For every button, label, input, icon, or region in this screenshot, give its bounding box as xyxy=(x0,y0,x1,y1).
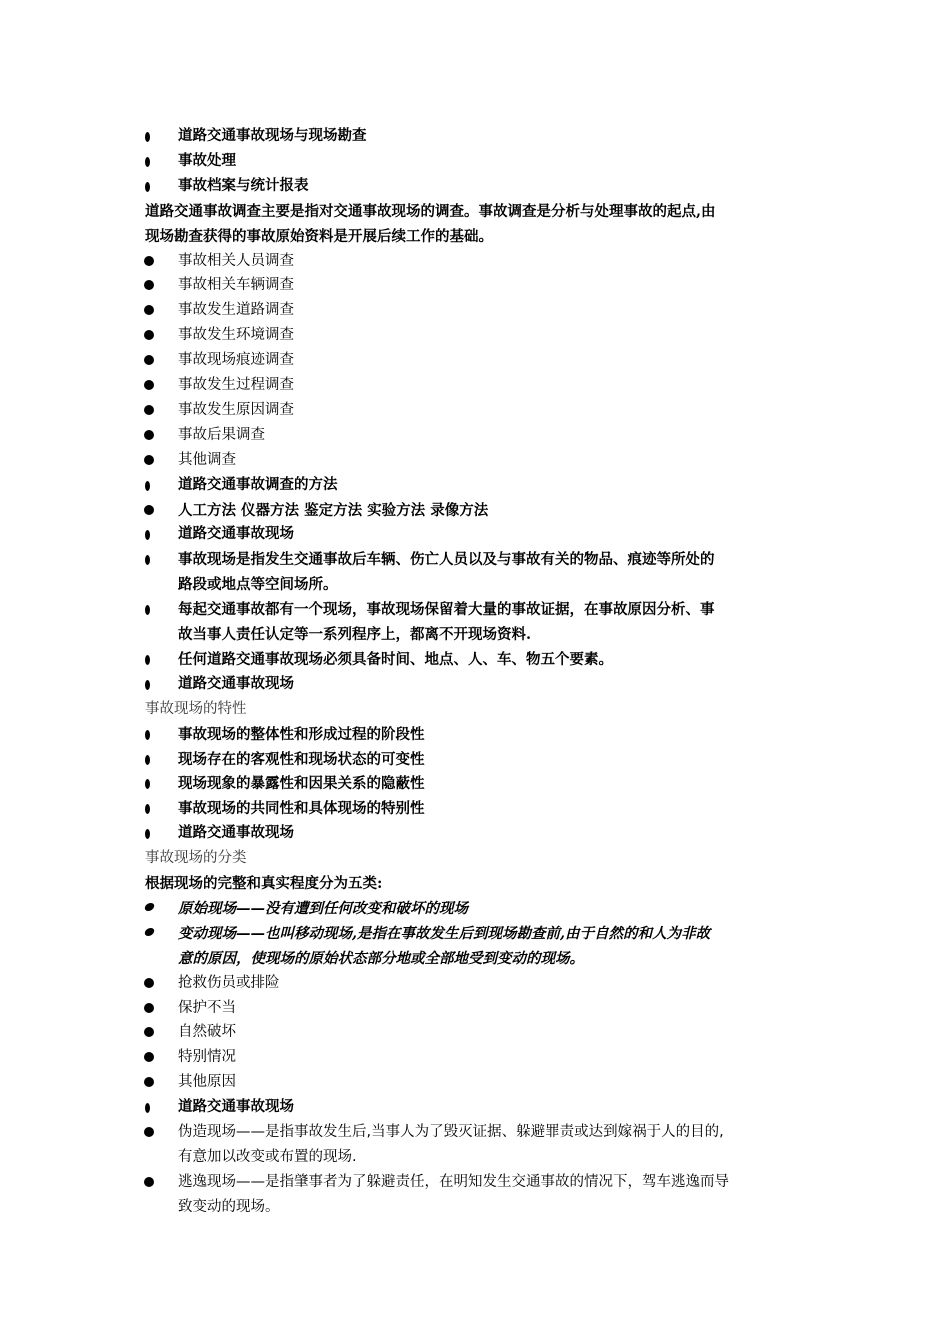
line-text: 原始现场——没有遭到任何改变和破坏的现场 xyxy=(178,899,468,917)
line-text: 每起交通事故都有一个现场，事故现场保留着大量的事故证据，在事故原因分析、事 xyxy=(178,601,715,619)
line-text: 人工方法 仪器方法 鉴定方法 实验方法 录像方法 xyxy=(178,501,489,519)
document-line xyxy=(0,572,950,597)
line-text: 事故后果调查 xyxy=(178,426,265,443)
bullet-icon xyxy=(144,928,156,936)
line-text: 道路交通事故调查主要是指对交通事故现场的调查。事故调查是分析与处理事故的起点,由 xyxy=(145,202,716,220)
line-text: 保护不当 xyxy=(178,999,236,1016)
line-text: 根据现场的完整和真实程度分为五类: xyxy=(145,875,383,892)
line-text: 道路交通事故现场 xyxy=(178,825,294,842)
document-line xyxy=(0,1020,950,1045)
bullet-icon xyxy=(144,256,154,266)
document-line xyxy=(0,124,950,149)
bullet-icon xyxy=(145,804,150,814)
document-line xyxy=(0,1145,950,1170)
line-text: 事故相关车辆调查 xyxy=(178,277,294,294)
document-line xyxy=(0,921,950,946)
bullet-icon xyxy=(145,555,150,565)
line-text: 事故处理 xyxy=(178,152,236,169)
line-text: 意的原因，使现场的原始状态部分地或全部地受到变动的现场。 xyxy=(178,949,584,967)
bullet-icon xyxy=(145,132,150,142)
bullet-icon xyxy=(144,1052,154,1062)
line-text: 道路交通事故现场 xyxy=(178,1099,294,1116)
bullet-icon xyxy=(145,182,150,192)
bullet-icon xyxy=(145,530,150,540)
document-line xyxy=(0,348,950,373)
bullet-icon xyxy=(144,330,154,340)
line-text: 变动现场——也叫移动现场,是指在事故发生后到现场勘查前,由于自然的和人为非故 xyxy=(178,924,711,942)
document-line xyxy=(0,771,950,796)
document-line xyxy=(0,174,950,199)
bullet-icon xyxy=(144,1077,154,1087)
bullet-icon xyxy=(145,481,150,491)
line-text: 事故相关人员调查 xyxy=(178,252,294,269)
document-line xyxy=(0,996,950,1021)
line-text: 路段或地点等空间场所。 xyxy=(178,576,338,594)
bullet-icon xyxy=(145,605,150,615)
line-text: 事故发生道路调查 xyxy=(178,302,294,319)
bullet-icon xyxy=(145,779,150,789)
line-text: 事故现场的特性 xyxy=(145,700,247,717)
line-text: 道路交通事故现场与现场勘查 xyxy=(178,128,367,144)
document-line xyxy=(0,622,950,647)
bullet-icon xyxy=(145,157,150,167)
line-text: 故当事人责任认定等一系列程序上，都离不开现场资料. xyxy=(178,626,532,643)
document-line xyxy=(0,224,950,249)
line-text: 事故现场是指发生交通事故后车辆、伤亡人员以及与事故有关的物品、痕迹等所处的 xyxy=(178,551,715,569)
document-line xyxy=(0,946,950,971)
line-text: 有意加以改变或布置的现场. xyxy=(178,1148,357,1165)
document-line xyxy=(0,1045,950,1070)
line-text: 道路交通事故现场 xyxy=(178,526,294,543)
document-line xyxy=(0,398,950,423)
bullet-icon xyxy=(144,455,154,465)
line-text: 逃逸现场——是指肇事者为了躲避责任，在明知发生交通事故的情况下，驾车逃逸而导 xyxy=(178,1173,729,1190)
document-line xyxy=(0,896,950,921)
line-text: 现场勘查获得的事故原始资料是开展后续工作的基础。 xyxy=(145,227,493,245)
bullet-icon xyxy=(144,1177,154,1187)
line-text: 抢救伤员或排险 xyxy=(178,974,280,991)
bullet-icon xyxy=(144,1127,154,1137)
document-line xyxy=(0,448,950,473)
document-line xyxy=(0,647,950,672)
bullet-icon xyxy=(144,505,154,515)
document-line xyxy=(0,522,950,547)
line-text: 事故现场的共同性和具体现场的特别性 xyxy=(178,800,425,818)
bullet-icon xyxy=(144,280,154,290)
document-line xyxy=(0,249,950,274)
document-line xyxy=(0,971,950,996)
document-line xyxy=(0,747,950,772)
document-line xyxy=(0,273,950,298)
bullet-icon xyxy=(144,355,154,365)
bullet-icon xyxy=(145,1103,150,1113)
line-text: 其他调查 xyxy=(178,451,236,468)
document-line xyxy=(0,821,950,846)
line-text: 现场存在的客观性和现场状态的可变性 xyxy=(178,750,425,768)
bullet-icon xyxy=(144,978,154,988)
bullet-icon xyxy=(144,305,154,315)
document-line xyxy=(0,473,950,498)
document-line xyxy=(0,871,950,896)
document-line xyxy=(0,1120,950,1145)
bullet-icon xyxy=(144,1027,154,1037)
document-line xyxy=(0,298,950,323)
document-line xyxy=(0,423,950,448)
line-text: 自然破坏 xyxy=(178,1024,236,1041)
bullet-icon xyxy=(144,430,154,440)
document-line xyxy=(0,1195,950,1220)
document-line xyxy=(0,722,950,747)
document-line xyxy=(0,1070,950,1095)
document-line xyxy=(0,149,950,174)
bullet-icon xyxy=(144,405,154,415)
line-text: 现场现象的暴露性和因果关系的隐蔽性 xyxy=(178,775,425,793)
line-text: 伪造现场——是指事故发生后,当事人为了毁灭证据、躲避罪责或达到嫁祸于人的目的, xyxy=(178,1124,724,1140)
document-line xyxy=(0,846,950,871)
bullet-icon xyxy=(144,1003,154,1013)
line-text: 事故发生原因调查 xyxy=(178,401,294,418)
line-text: 其他原因 xyxy=(178,1074,236,1091)
line-text: 道路交通事故调查的方法 xyxy=(178,476,338,493)
document-line xyxy=(0,199,950,224)
document-line xyxy=(0,547,950,572)
bullet-icon xyxy=(145,655,150,665)
document-line xyxy=(0,323,950,348)
line-text: 特别情况 xyxy=(178,1049,236,1066)
line-text: 道路交通事故现场 xyxy=(178,675,294,692)
line-text: 事故现场的整体性和形成过程的阶段性 xyxy=(178,725,425,743)
bullet-icon xyxy=(145,730,150,740)
document-line xyxy=(0,1095,950,1120)
line-text: 事故现场的分类 xyxy=(145,850,247,867)
line-text: 事故现场痕迹调查 xyxy=(178,352,294,369)
line-text: 事故发生过程调查 xyxy=(178,377,294,393)
line-text: 任何道路交通事故现场必须具备时间、地点、人、车、物五个要素。 xyxy=(178,650,613,668)
bullet-icon xyxy=(145,680,150,690)
line-text: 事故档案与统计报表 xyxy=(178,177,309,194)
document-line xyxy=(0,498,950,523)
bullet-icon xyxy=(145,829,150,839)
document-line xyxy=(0,796,950,821)
document-line xyxy=(0,672,950,697)
document-line xyxy=(0,697,950,722)
bullet-icon xyxy=(145,755,150,765)
bullet-icon xyxy=(144,903,156,911)
line-text: 致变动的现场。 xyxy=(178,1198,280,1215)
document-line xyxy=(0,597,950,622)
document-line xyxy=(0,373,950,398)
bullet-icon xyxy=(144,380,154,390)
line-text: 事故发生环境调查 xyxy=(178,327,294,344)
document-line xyxy=(0,1170,950,1195)
